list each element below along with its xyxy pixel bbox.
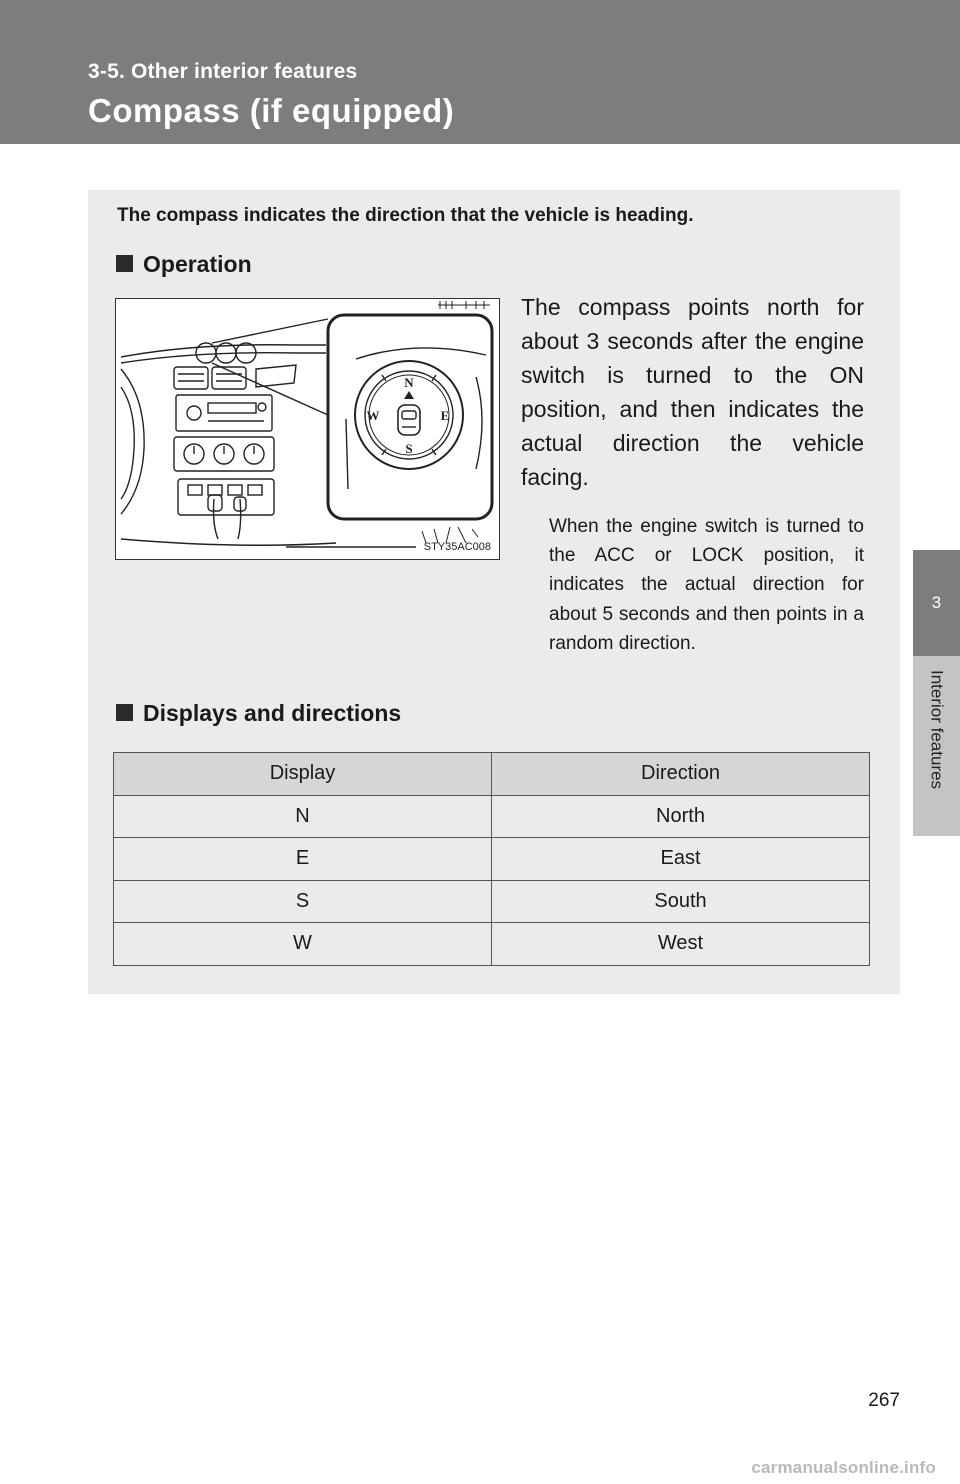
direction-cell: West xyxy=(492,923,870,966)
operation-note-text: When the engine switch is turned to the ACC or LOCK position, it indicates the actual direction for about 5 seconds and then points in a random direction. xyxy=(549,516,864,654)
display-cell: N xyxy=(114,795,492,838)
chapter-tab-label xyxy=(913,656,960,836)
north-arrow-icon xyxy=(404,391,414,399)
table-row xyxy=(114,880,870,923)
displays-heading xyxy=(116,700,401,727)
display-cell: S xyxy=(114,880,492,923)
figure-code: STY35AC008 xyxy=(423,541,491,553)
watermark-text: carmanualsonline.info xyxy=(751,1458,936,1477)
compass-letter-s: S xyxy=(405,441,413,456)
column-header-direction: Direction xyxy=(492,753,870,796)
column-header-display: Display xyxy=(114,753,492,796)
display-cell: E xyxy=(114,838,492,881)
displays-heading-text: Displays and directions xyxy=(143,700,402,726)
square-bullet-icon xyxy=(116,704,133,721)
compass-illustration xyxy=(115,298,500,560)
operation-body-text: The compass points north for about 3 seconds after the engine switch is turned to the ON position, and then indicates the actual direction the vehicle facing. xyxy=(521,294,864,490)
table-row xyxy=(114,838,870,881)
operation-heading-text: Operation xyxy=(143,251,252,277)
compass-letter-e: E xyxy=(440,408,450,423)
table-row xyxy=(114,923,870,966)
directions-table xyxy=(113,752,870,966)
chapter-tab-label-text: Interior features xyxy=(927,670,947,790)
display-cell: W xyxy=(114,923,492,966)
section-label: 3-5. Other interior features xyxy=(88,60,358,83)
dashboard-drawing xyxy=(116,299,498,558)
direction-cell: North xyxy=(492,795,870,838)
table-header-row xyxy=(114,753,870,796)
direction-cell: East xyxy=(492,838,870,881)
operation-heading xyxy=(116,251,252,278)
compass-letter-w: W xyxy=(366,408,380,423)
table-row xyxy=(114,795,870,838)
intro-text: The compass indicates the direction that the vehicle is heading. xyxy=(117,205,694,226)
square-bullet-icon xyxy=(116,255,133,272)
page-number: 267 xyxy=(868,1390,900,1411)
chapter-tab-number: 3 xyxy=(913,550,960,656)
compass-letter-n: N xyxy=(404,375,414,390)
page-title: Compass (if equipped) xyxy=(88,92,455,129)
direction-cell: South xyxy=(492,880,870,923)
header-band xyxy=(0,0,960,144)
